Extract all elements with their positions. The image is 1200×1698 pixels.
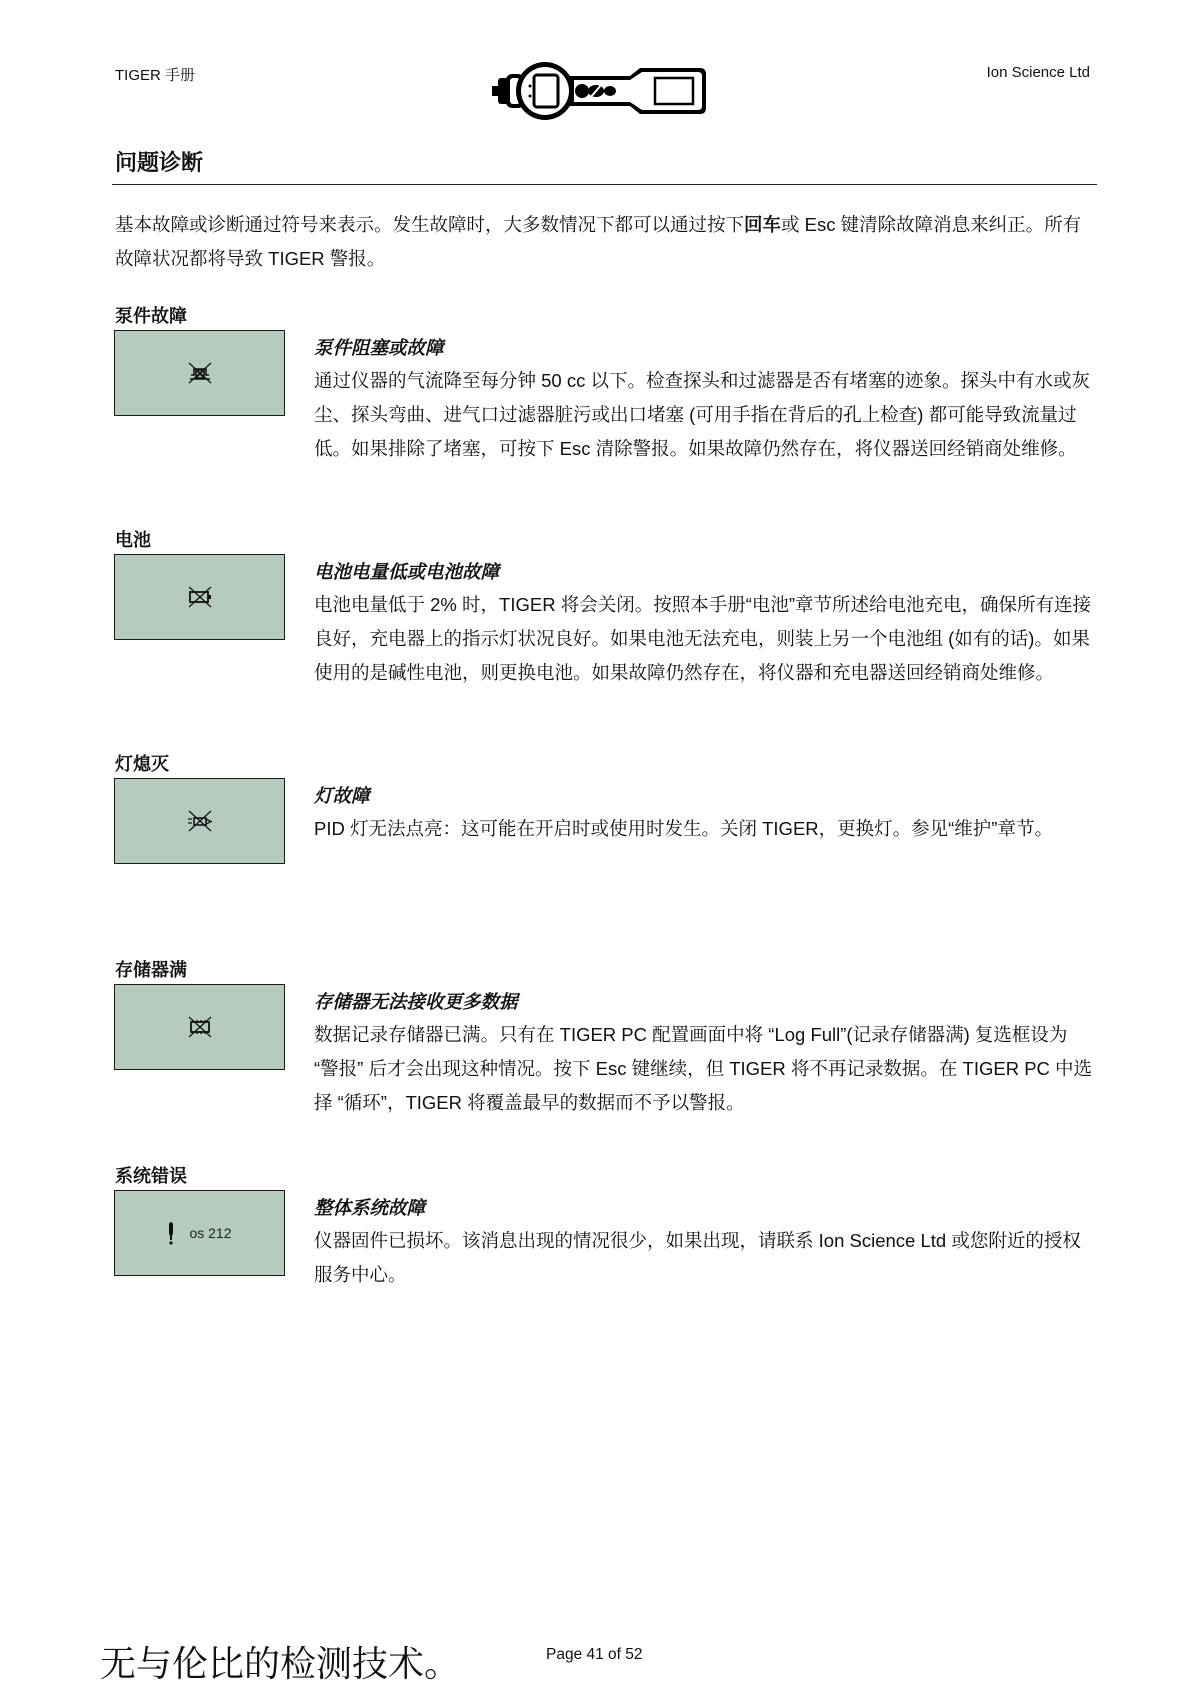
header-company: Ion Science Ltd	[986, 64, 1090, 81]
battery-fault-icon	[187, 585, 213, 609]
footer-slogan: 无与伦比的检测技术。	[100, 1643, 461, 1684]
pump-fault-icon	[187, 361, 213, 385]
section-label: 泵件故障	[115, 306, 187, 326]
lcd-display	[114, 778, 285, 864]
fault-title: 泵件阻塞或故障	[314, 337, 444, 358]
lcd-display	[114, 330, 285, 416]
header-manual-title: TIGER 手册	[115, 67, 196, 84]
lcd-display	[114, 984, 285, 1070]
fault-description: 电池电量低于 2% 时，TIGER 将会关闭。按照本手册“电池”章节所述给电池充电，确保所有连接良好，充电器上的指示灯状况良好。如果电池无法充电，则装上另一个电池组 (如有的话)。如果使用的是碱性电池，则更换电池。如果故障仍然存在，将仪器和充电器送回经销商处维修。	[314, 594, 1092, 683]
fault-title: 整体系统故障	[314, 1197, 426, 1218]
fault-description: 仪器固件已损坏。该消息出现的情况很少，如果出现，请联系 Ion Science Ltd 或您附近的授权服务中心。	[314, 1230, 1081, 1285]
title-divider	[112, 184, 1097, 185]
lcd-display	[114, 554, 285, 640]
memory-full-icon	[187, 1015, 213, 1039]
error-code: os 212	[189, 1225, 232, 1241]
fault-description: 数据记录存储器已满。只有在 TIGER PC 配置画面中将 “Log Full”(记录存储器满) 复选框设为 “警报” 后才会出现这种情况。按下 Esc 键继续，但 TIGER 将不再记录数据。在 TIGER PC 中选择 “循环”，TIGER 将覆盖最早的数据而不予以警报。	[314, 1024, 1093, 1113]
page-title: 问题诊断	[115, 150, 204, 175]
page-number: Page 41 of 52	[546, 1646, 643, 1663]
intro-paragraph	[115, 208, 1095, 276]
fault-description: 通过仪器的气流降至每分钟 50 cc 以下。检查探头和过滤器是否有堵塞的迹象。探头中有水或灰尘、探头弯曲、进气口过滤器脏污或出口堵塞 (可用手指在背后的孔上检查) 都可能导致流量过低。如果排除了堵塞，可按下 Esc 清除警报。如果故障仍然存在，将仪器送回经销商处维修。	[314, 370, 1091, 459]
intro-text-2: 或 Esc 键清除故障消息来纠正。所有故障状况都将导致 TIGER 警报。	[115, 214, 1082, 269]
section-label: 灯熄灭	[115, 754, 169, 774]
intro-text-1: 基本故障或诊断通过符号来表示。发生故障时，大多数情况下都可以通过按下	[115, 214, 745, 235]
fault-title: 存储器无法接收更多数据	[314, 991, 518, 1012]
tiger-device-logo-icon	[490, 60, 710, 122]
fault-title: 电池电量低或电池故障	[314, 561, 500, 582]
section-label: 存储器满	[115, 960, 187, 980]
exclamation-icon	[167, 1220, 175, 1246]
lamp-fault-icon	[186, 809, 214, 833]
intro-bold-enter: 回车	[744, 214, 782, 235]
section-label: 电池	[115, 530, 151, 550]
lcd-display	[114, 1190, 285, 1276]
section-label: 系统错误	[115, 1166, 187, 1186]
fault-description: PID 灯无法点亮：这可能在开启时或使用时发生。关闭 TIGER，更换灯。参见“维护”章节。	[314, 818, 1053, 839]
fault-title: 灯故障	[314, 785, 370, 806]
